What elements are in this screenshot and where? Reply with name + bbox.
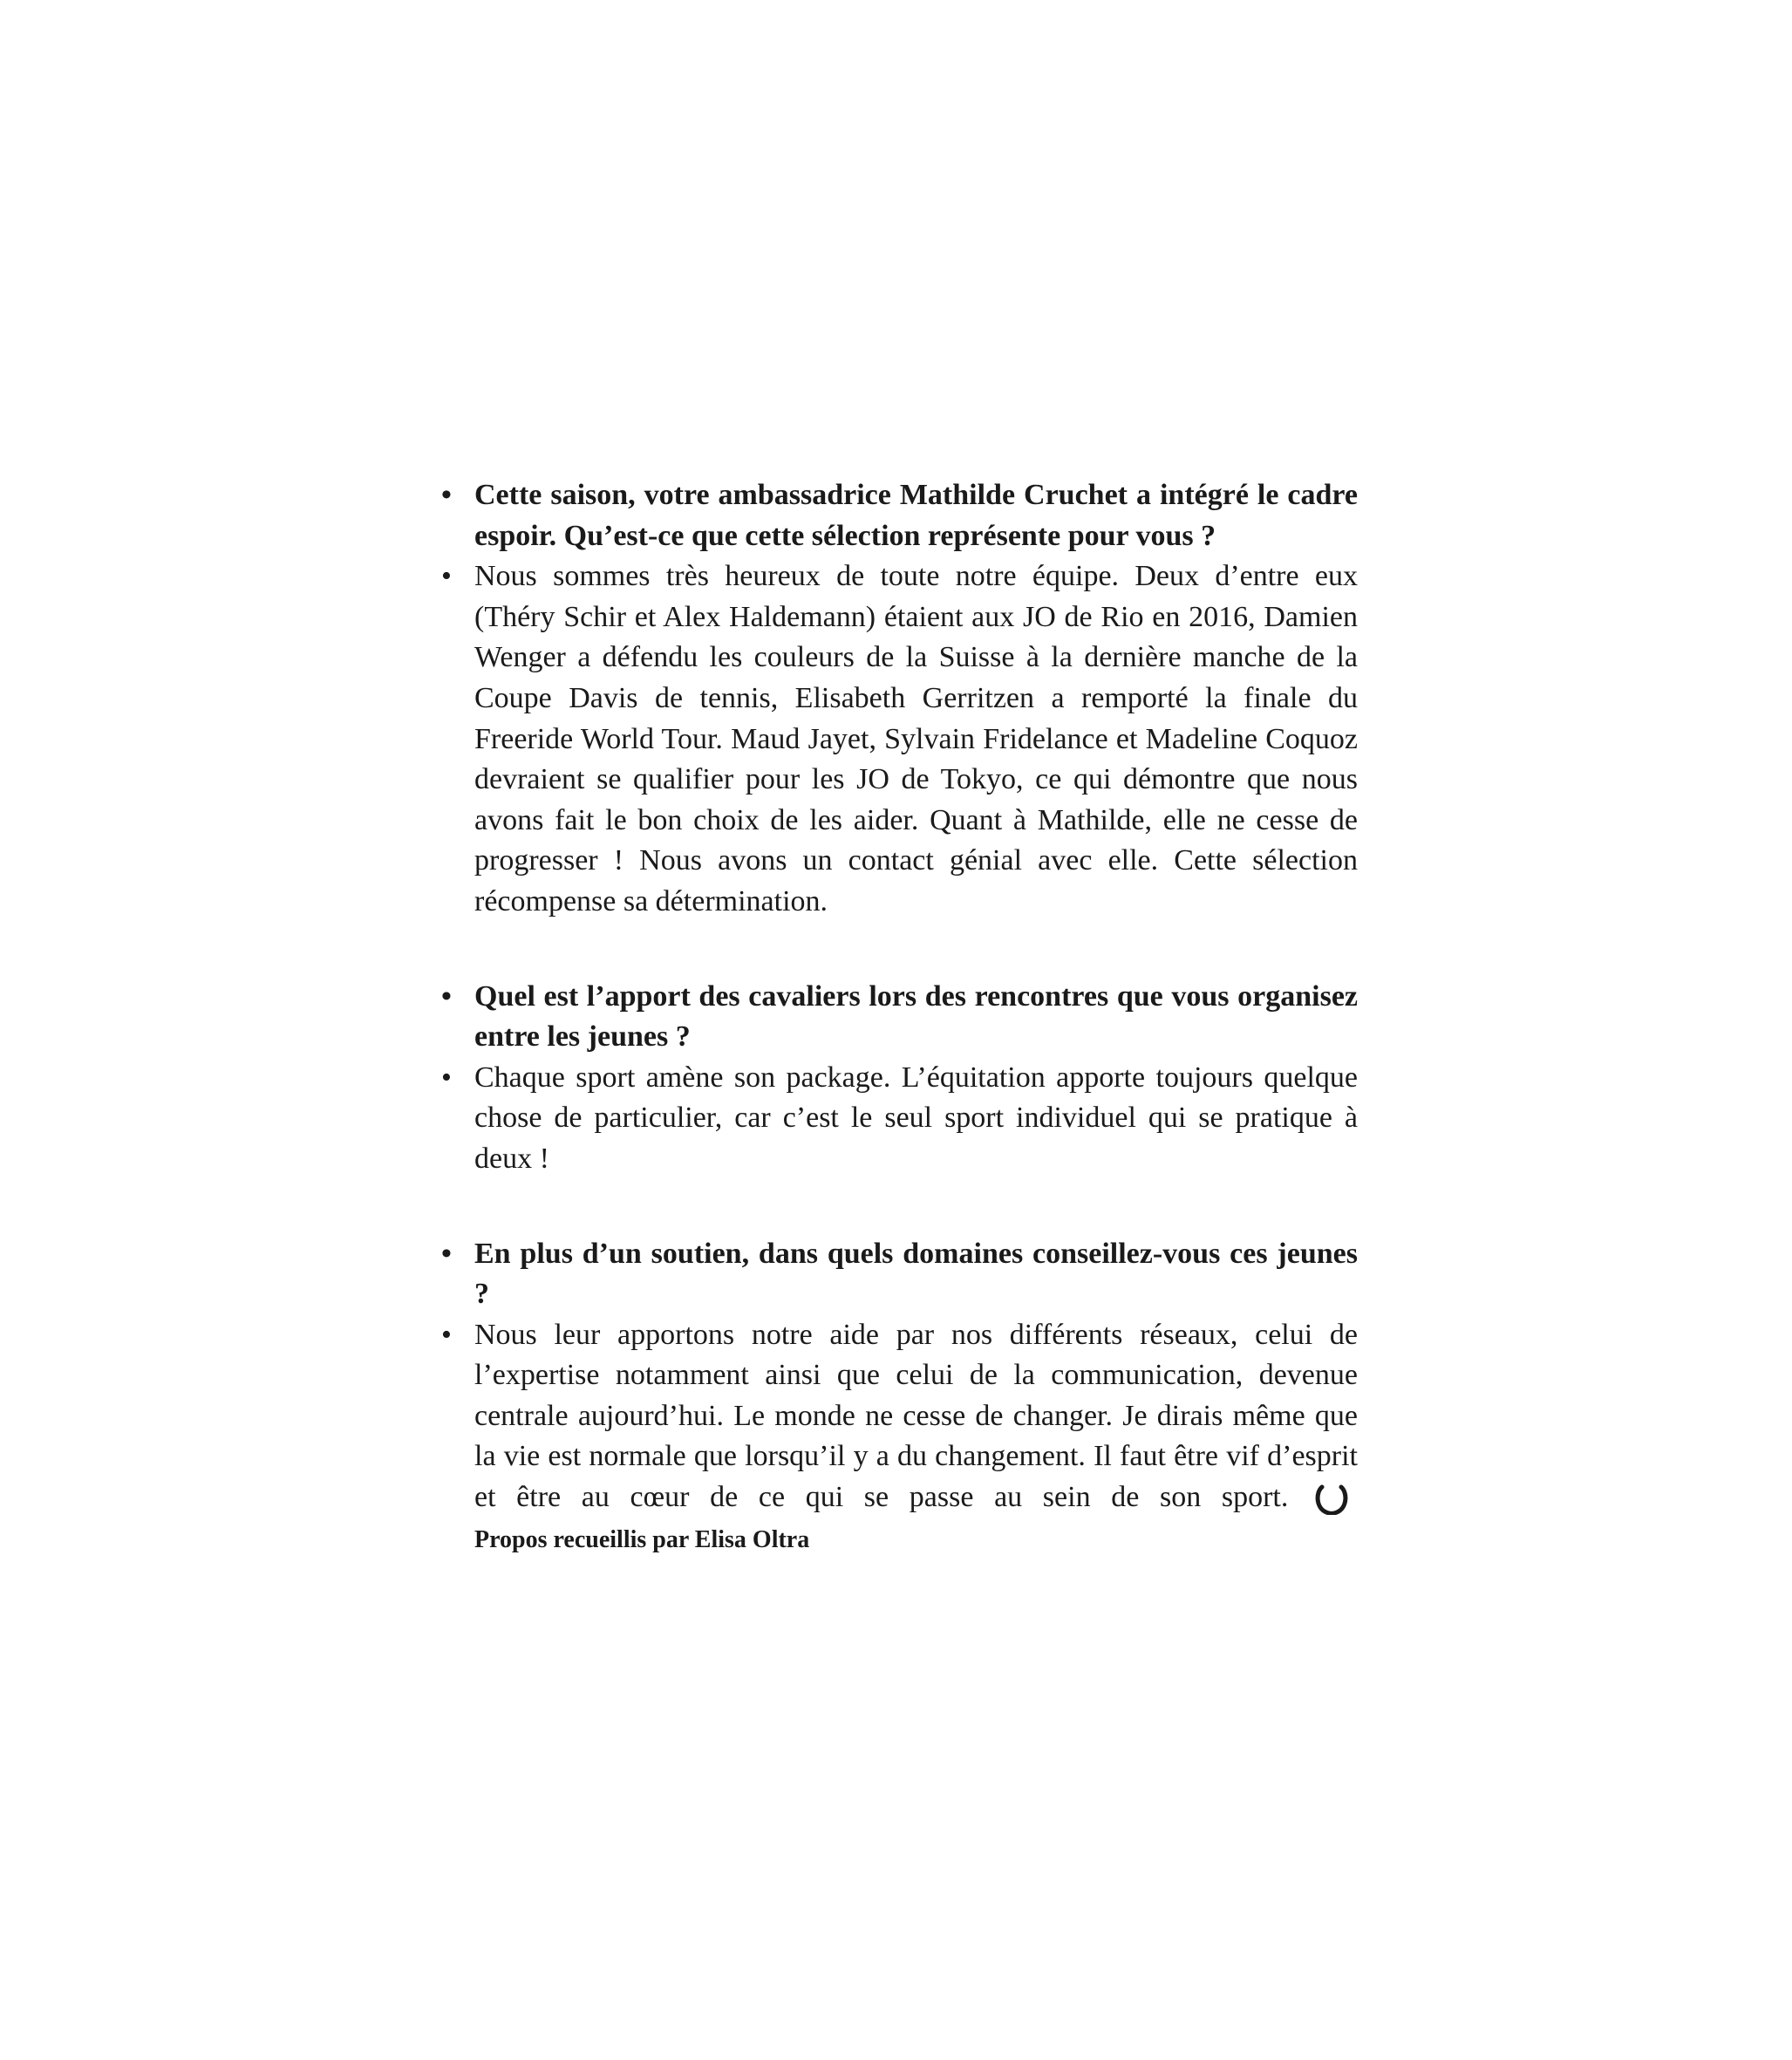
answer-text: Nous leur apportons notre aide par nos différents réseaux, celui de l’expertise notamment ainsi que celui de la communication, devenue centrale aujourd’hui. Le monde ne cesse de changer. Je dirais même que la vie est normale que lorsqu’il y a du changement. Il faut être vif d’esprit et être au cœur de ce qui se passe au sein de son sport. [474, 1318, 1358, 1514]
bullet: • [441, 560, 452, 593]
question [439, 475, 1358, 556]
bullet: • [441, 1318, 452, 1351]
bullet: • [441, 479, 452, 511]
answer-text: Nous sommes très heureux de toute notre équipe. Deux d’entre eux (Théry Schir et Alex Haldemann) étaient aux JO de Rio en 2016, Damien Wenger a défendu les couleurs de la Suisse à la dernière manche de la Coupe Davis de tennis, Elisabeth Gerritzen a remporté la finale du Freeride World Tour. Maud Jayet, Sylvain Fridelance et Madeline Coquoz devraient se qualifier pour les JO de Tokyo, ce qui démontre que nous avons fait le bon choix de les aider. Quant à Mathilde, elle ne cesse de progresser ! Nous avons un contact génial avec elle. Cette sélection récompense sa détermination. [474, 560, 1358, 917]
bullet: • [441, 1061, 452, 1094]
horseshoe-icon [1314, 1484, 1349, 1515]
interview-article [439, 475, 1358, 1614]
answer [439, 1315, 1358, 1561]
qa-block [439, 1234, 1358, 1561]
question [439, 1234, 1358, 1315]
question-text: Quel est l’apport des cavaliers lors des rencontres que vous organisez entre les jeunes ? [474, 979, 1358, 1054]
bullet: • [441, 979, 452, 1013]
question-text: Cette saison, votre ambassadrice Mathilde Cruchet a intégré le cadre espoir. Qu’est-ce que cette sélection représente pour vous ? [474, 479, 1358, 552]
question [439, 977, 1358, 1058]
answer-text: Chaque sport amène son package. L’équitation apporte toujours quelque chose de particulier, car c’est le seul sport individuel qui se pratique à deux ! [474, 1061, 1358, 1175]
qa-block [439, 977, 1358, 1180]
bullet: • [441, 1237, 452, 1270]
question-text: En plus d’un soutien, dans quels domaines conseillez-vous ces jeunes ? [474, 1237, 1358, 1311]
qa-block [439, 475, 1358, 923]
answer [439, 1058, 1358, 1180]
answer [439, 556, 1358, 922]
author-signature: Propos recueillis par Elisa Oltra [474, 1525, 810, 1553]
